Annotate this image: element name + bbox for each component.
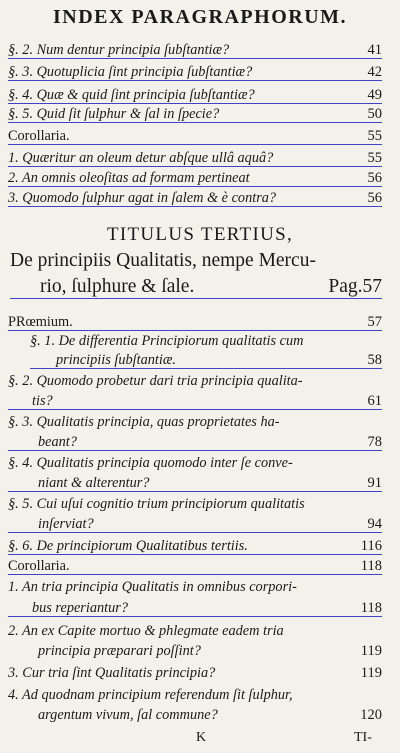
index-entry-line2: [8, 393, 382, 410]
entry-page: 116: [360, 538, 382, 554]
index-entry: [8, 558, 382, 575]
entry-page: 78: [367, 434, 382, 450]
entry-text: Corollaria.: [8, 558, 70, 574]
entry-text: 4. Ad quodnam principium referendum ſit ſulphur,: [8, 687, 293, 703]
index-entry-line2: [8, 475, 382, 492]
subtitle-text: rio, ſulphure & ſale.: [40, 276, 195, 297]
index-entry: [8, 170, 382, 187]
entry-text: §. 1. De differentia Principiorum qualitatis cum: [30, 333, 304, 349]
index-entry-line1: [8, 373, 382, 389]
catchword: TI-: [354, 730, 372, 745]
index-entry: [8, 42, 382, 59]
entry-page: 56: [367, 170, 382, 186]
entry-page: 42: [367, 64, 382, 80]
entry-page: 61: [367, 393, 382, 409]
entry-page: 56: [367, 190, 382, 206]
index-entry-line2: [8, 707, 382, 723]
index-entry-line2: [8, 516, 382, 533]
entry-text: 3. Cur tria ſint Qualitatis principia?: [8, 665, 216, 681]
index-entry-line1: [30, 333, 382, 349]
entry-page: 118: [360, 558, 382, 574]
index-entry: [8, 87, 382, 104]
index-entry-line1: [8, 623, 382, 639]
entry-page: 119: [360, 643, 382, 659]
subtitle-page: Pag.57: [328, 276, 382, 297]
entry-page: 55: [367, 150, 382, 166]
index-entry-line1: [8, 687, 382, 703]
signature-mark: K: [196, 730, 207, 745]
entry-page: 41: [367, 42, 382, 58]
section-subtitle-line1: De principiis Qualitatis, nempe Mercu-: [10, 250, 316, 271]
entry-text: principia præparari poſſint?: [38, 643, 201, 659]
index-entry: [8, 128, 382, 145]
index-entry: [8, 190, 382, 207]
entry-text: tis?: [32, 393, 53, 409]
entry-page: 119: [360, 665, 382, 681]
entry-text: argentum vivum, ſal commune?: [38, 707, 218, 723]
index-entry-line2: [8, 643, 382, 659]
entry-page: 57: [367, 314, 382, 330]
index-entry-line1: [8, 579, 382, 595]
running-head: INDEX PARAGRAPHORUM.: [52, 6, 348, 28]
index-entry-line2: [8, 600, 382, 617]
entry-text: PRœmium.: [8, 314, 73, 330]
index-entry: [8, 314, 382, 331]
index-entry: [8, 106, 382, 123]
entry-text: Corollaria.: [8, 128, 70, 144]
section-subtitle-line2: [10, 276, 382, 299]
entry-text: 1. An tria principia Qualitatis in omnibus corpori-: [8, 579, 297, 595]
entry-text: inſerviat?: [38, 516, 94, 532]
entry-text: §. 4. Quæ & quid ſint principia ſubſtantiæ?: [8, 87, 255, 103]
entry-page: 120: [360, 707, 382, 723]
entry-text: §. 2. Quomodo probetur dari tria principia qualita-: [8, 373, 303, 389]
entry-page: 94: [367, 516, 382, 532]
index-entry-line2: [8, 434, 382, 451]
entry-text: 2. An ex Capite mortuo & phlegmate eadem tria: [8, 623, 284, 639]
index-entry: [8, 64, 382, 81]
index-entry: [8, 150, 382, 167]
entry-text: §. 4. Qualitatis principia quomodo inter ſe conve-: [8, 455, 293, 471]
index-entry-line2: [30, 352, 382, 369]
entry-text: §. 6. De principiorum Qualitatibus tertiis.: [8, 538, 248, 554]
index-entry: [8, 665, 382, 681]
entry-page: 91: [367, 475, 382, 491]
entry-page: 55: [367, 128, 382, 144]
entry-text: §. 3. Qualitatis principia, quas proprietates ha-: [8, 414, 280, 430]
entry-page: 118: [360, 600, 382, 616]
index-entry-line1: [8, 455, 382, 471]
index-entry-line1: [8, 496, 382, 512]
entry-text: bus reperiantur?: [32, 600, 128, 616]
entry-text: beant?: [38, 434, 77, 450]
entry-page: 58: [367, 352, 382, 368]
entry-text: niant & alterentur?: [38, 475, 150, 491]
entry-page: 50: [367, 106, 382, 122]
entry-text: 1. Quæritur an oleum detur abſque ullâ aquâ?: [8, 150, 274, 166]
entry-text: §. 5. Quid ſit ſulphur & ſal in ſpecie?: [8, 106, 220, 122]
entry-page: 49: [367, 87, 382, 103]
index-entry-line1: [8, 414, 382, 430]
entry-text: §. 3. Quotuplicia ſint principia ſubſtantiæ?: [8, 64, 253, 80]
entry-text: §. 2. Num dentur principia ſubſtantiæ?: [8, 42, 230, 58]
entry-text: §. 5. Cui uſui cognitio trium principiorum qualitatis: [8, 496, 305, 512]
index-entry: [8, 538, 382, 555]
entry-text: 2. An omnis oleoſitas ad formam pertineat: [8, 170, 250, 186]
entry-text: principiis ſubſtantiæ.: [56, 352, 176, 368]
section-title: TITULUS TERTIUS,: [106, 224, 294, 245]
entry-text: 3. Quomodo ſulphur agat in ſalem & è contra?: [8, 190, 277, 206]
